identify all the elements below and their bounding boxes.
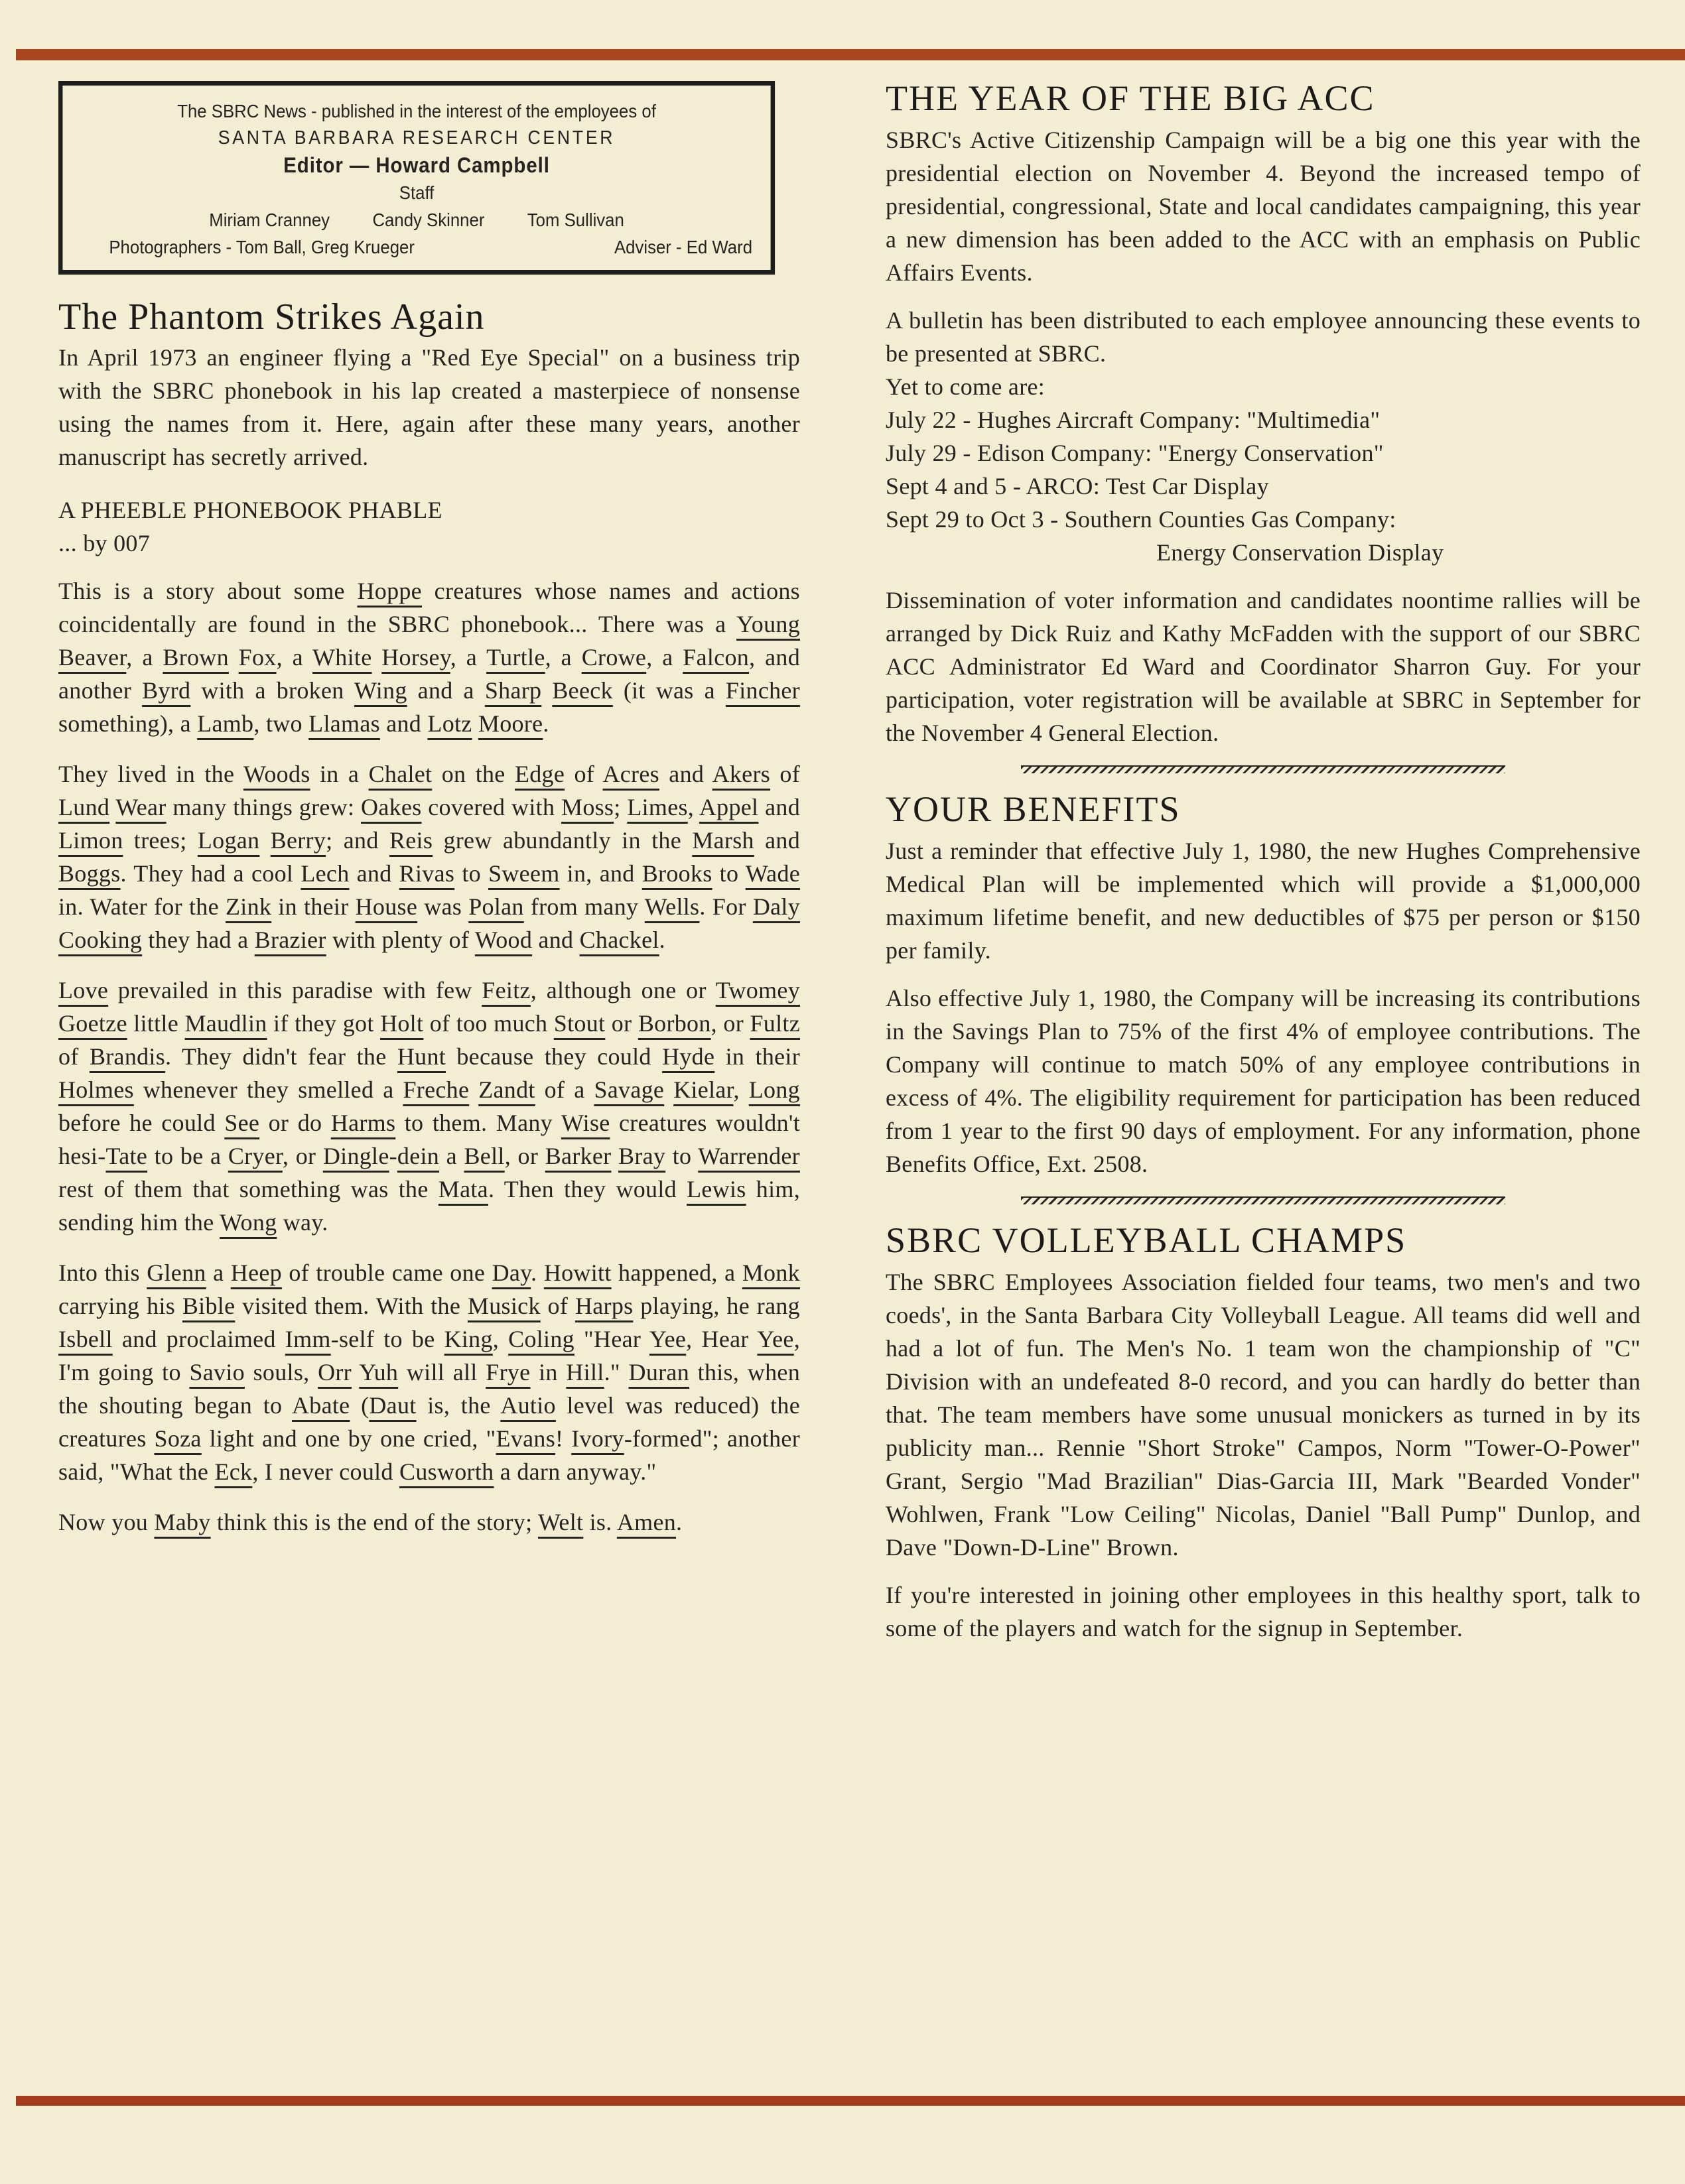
phonebook-name: See <box>224 1110 260 1136</box>
acc-event: July 29 - Edison Company: "Energy Conservation" <box>886 440 1384 466</box>
phonebook-name: Woods <box>243 761 310 787</box>
phonebook-name: Feitz <box>482 977 531 1003</box>
phonebook-name: Wells <box>644 893 700 920</box>
phonebook-name: Stout <box>553 1010 606 1037</box>
phonebook-name: Cusworth <box>399 1458 494 1485</box>
phonebook-name: Maby <box>154 1509 211 1535</box>
phonebook-name: Harms <box>330 1110 396 1136</box>
phonebook-name: Llamas <box>308 710 380 737</box>
phonebook-name: Sweem <box>488 860 560 887</box>
article-title-acc: THE YEAR OF THE BIG ACC <box>886 78 1375 118</box>
phonebook-name: Brown <box>163 644 229 671</box>
phonebook-name: Wing <box>354 677 407 704</box>
bottom-rule <box>16 2096 1685 2106</box>
phonebook-name: Yee <box>757 1326 794 1352</box>
phonebook-name: Hill <box>566 1359 604 1385</box>
phonebook-name: Zink <box>226 893 272 920</box>
phonebook-name: Abate <box>291 1392 350 1419</box>
phonebook-name: Wong <box>220 1209 277 1236</box>
acc-event: July 22 - Hughes Aircraft Company: "Multimedia" <box>886 407 1381 433</box>
phonebook-name: Ivory <box>571 1425 624 1452</box>
acc-event: Sept 4 and 5 - ARCO: Test Car Display <box>886 473 1269 499</box>
phonebook-name: Wear <box>115 794 167 820</box>
phonebook-name: Duran <box>628 1359 689 1385</box>
phonebook-name: dein <box>397 1143 440 1169</box>
phonebook-name: Monk <box>742 1259 800 1286</box>
phonebook-name: King <box>444 1326 493 1352</box>
phonebook-name: Maudlin <box>184 1010 267 1037</box>
staff-member: Candy Skinner <box>372 210 485 230</box>
phonebook-name: Amen <box>616 1509 677 1535</box>
phonebook-name: Byrd <box>142 677 191 704</box>
volleyball-paragraph: The SBRC Employees Association fielded four teams, two men's and two coeds', in the Santa Barbara City Volleyball League. All teams did well and had a lot of fun. The Men's No. 1 team won the championship of "C" Division with an undefeated 8-0 record, and you can hardly do better than that. The team members have some unusual monickers as turned in by its publicity man... Rennie "Short Stroke" Campos, Norm "Tower-O-Power" Grant, Sergio "Mad Brazilian" Dias-Garcia III, Mark "Bearded Vonder" Wohlwen, Frank "Low Ceiling" Nicolas, Daniel "Ball Pump" Dunlop, and Dave "Down-D-Line" Brown. <box>886 1269 1641 1561</box>
phonebook-name: Fox <box>238 644 277 671</box>
phonebook-name: Moss <box>561 794 614 820</box>
phonebook-name: House <box>355 893 418 920</box>
staff-member: Miriam Cranney <box>209 210 330 230</box>
phonebook-name: Reis <box>389 827 433 854</box>
phonebook-name: Autio <box>500 1392 556 1419</box>
masthead-staff-list <box>69 206 765 233</box>
phonebook-name: Fincher <box>725 677 800 704</box>
phonebook-name: Yuh <box>359 1359 399 1385</box>
acc-paragraph: Dissemination of voter information and candidates noontime rallies will be arranged by Dick Ruiz and Kathy McFadden with the support of our SBRC ACC Administrator Ed Ward and Coordinator Sharron Guy. For your participation, voter registration will be available at SBRC in September for the November 4 General Election. <box>886 587 1641 746</box>
acc-yet-to-come: Yet to come are: <box>886 373 1045 400</box>
phonebook-name: Bray <box>618 1143 666 1169</box>
phonebook-name: Moore <box>478 710 543 737</box>
masthead-adviser: Adviser - Ed Ward <box>614 237 753 257</box>
phonebook-name: Eck <box>214 1458 253 1485</box>
article-title-benefits: YOUR BENEFITS <box>886 789 1181 829</box>
phonebook-name: Beeck <box>552 677 613 704</box>
fable-paragraph: Love prevailed in this paradise with few Feitz, although one or Twomey Goetze little Maudlin if they got Holt of too much Stout or Borbon, or Fultz of Brandis. They didn't fear the Hunt because they could Hyde in their Holmes whenever they smelled a Freche Zandt of a Savage Kielar, Long before he could See or do Harms to them. Many Wise creatures wouldn't hesi-Tate to be a Cryer, or Dingle-dein a Bell, or Barker Bray to Warrender rest of them that something was the Mata. Then they would Lewis him, sending him the Wong way. <box>58 977 801 1236</box>
phonebook-name: Lotz <box>427 710 472 737</box>
phonebook-name: Lamb <box>197 710 254 737</box>
phonebook-name: Boggs <box>58 860 121 887</box>
fable-title: A PHEEBLE PHONEBOOK PHABLE <box>58 497 442 523</box>
phonebook-name: Wood <box>474 927 533 953</box>
phonebook-name: Freche <box>403 1076 470 1103</box>
phonebook-name: Beaver <box>58 644 127 671</box>
masthead-editor: Editor — Howard Campbell <box>283 153 550 177</box>
section-divider <box>1021 765 1505 773</box>
phonebook-name: Rivas <box>399 860 455 887</box>
phonebook-name: Daly <box>752 893 800 920</box>
phonebook-name: Yee <box>649 1326 687 1352</box>
phantom-intro: In April 1973 an engineer flying a "Red Eye Special" on a business trip with the SBRC phonebook in his lap created a masterpiece of nonsense using the names from it. Here, again after these many years, another manuscript has secretly arrived. <box>58 344 800 470</box>
article-title-phantom: The Phantom Strikes Again <box>58 296 485 338</box>
phonebook-name: Turtle <box>486 644 545 671</box>
phonebook-name: Bell <box>464 1143 505 1169</box>
section-divider <box>1021 1196 1505 1204</box>
phonebook-name: Mata <box>438 1176 488 1202</box>
phonebook-name: Chackel <box>579 927 659 953</box>
phonebook-name: Fultz <box>750 1010 800 1037</box>
phonebook-name: Soza <box>154 1425 202 1452</box>
acc-event: Sept 29 to Oct 3 - Southern Counties Gas Company: <box>886 506 1396 533</box>
top-rule <box>16 49 1685 60</box>
phonebook-name: Horsey <box>381 644 450 671</box>
phonebook-name: Wise <box>561 1110 610 1136</box>
benefits-paragraph: Just a reminder that effective July 1, 1980, the new Hughes Comprehensive Medical Plan will be implemented which will provide a $1,000,000 maximum lifetime benefit, and new deductibles of $75 per person or $150 per family. <box>886 838 1641 964</box>
phonebook-name: Lewis <box>687 1176 746 1202</box>
phonebook-name: Lund <box>58 794 110 820</box>
phonebook-name: Acres <box>602 761 659 787</box>
phonebook-name: Akers <box>712 761 771 787</box>
phonebook-name: Cooking <box>58 927 143 953</box>
phonebook-name: Appel <box>699 794 759 820</box>
left-column <box>58 81 800 1539</box>
phonebook-name: Berry <box>270 827 326 854</box>
fable-paragraph: Now you Maby think this is the end of the story; Welt is. Amen. <box>58 1509 683 1535</box>
phonebook-name: Coling <box>508 1326 574 1352</box>
phonebook-name: Imm <box>285 1326 331 1352</box>
phonebook-name: Evans <box>496 1425 556 1452</box>
phonebook-name: Logan <box>197 827 260 854</box>
phonebook-name: Crowe <box>581 644 647 671</box>
phonebook-name: Falcon <box>683 644 750 671</box>
right-column <box>886 78 1641 1645</box>
phonebook-name: Long <box>748 1076 800 1103</box>
phonebook-name: Orr <box>318 1359 352 1385</box>
phonebook-name: Wade <box>745 860 801 887</box>
phonebook-name: Limes <box>627 794 688 820</box>
phonebook-name: Savage <box>594 1076 665 1103</box>
phonebook-name: Sharp <box>484 677 542 704</box>
masthead-box <box>58 81 775 275</box>
phonebook-name: Cryer <box>228 1143 283 1169</box>
phonebook-name: Hunt <box>397 1043 446 1070</box>
acc-paragraph: SBRC's Active Citizenship Campaign will be a big one this year with the presidential election on November 4. Beyond the increased tempo of presidential, congressional, State and local candidates campaigning, this year a new dimension has been added to the ACC with an emphasis on Public Affairs Events. <box>886 127 1641 286</box>
phonebook-name: Limon <box>58 827 123 854</box>
phonebook-name: Polan <box>468 893 524 920</box>
acc-event-continuation: Energy Conservation Display <box>1156 539 1444 566</box>
phonebook-name: Glenn <box>147 1259 206 1286</box>
masthead-credits <box>69 233 765 261</box>
phonebook-name: Tate <box>105 1143 148 1169</box>
phonebook-name: Brazier <box>254 927 326 953</box>
phonebook-name: Day <box>492 1259 531 1286</box>
masthead-staff-label: Staff <box>399 182 435 203</box>
article-title-volleyball: SBRC VOLLEYBALL CHAMPS <box>886 1220 1407 1260</box>
masthead-line: The SBRC News - published in the interest of the employees of <box>177 101 656 121</box>
phonebook-name: Heep <box>230 1259 282 1286</box>
phonebook-name: Harps <box>574 1293 634 1319</box>
phonebook-name: Edge <box>514 761 565 787</box>
phonebook-name: Daut <box>369 1392 417 1419</box>
phonebook-name: Isbell <box>58 1326 113 1352</box>
phonebook-name: Warrender <box>698 1143 800 1169</box>
phonebook-name: Love <box>58 977 109 1003</box>
fable-paragraph: This is a story about some Hoppe creatures whose names and actions coincidentally are found in the SBRC phonebook... There was a Young Beaver, a Brown Fox, a White Horsey, a Turtle, a Crowe, a Falcon, and another Byrd with a broken Wing and a Sharp Beeck (it was a Fincher something), a Lamb, two Llamas and Lotz Moore. <box>58 578 801 737</box>
phonebook-name: Barker <box>545 1143 612 1169</box>
phonebook-name: Twomey <box>715 977 800 1003</box>
phonebook-name: Holt <box>380 1010 424 1037</box>
staff-member: Tom Sullivan <box>527 210 624 230</box>
phonebook-name: Welt <box>538 1509 584 1535</box>
phonebook-name: Hyde <box>662 1043 715 1070</box>
phonebook-name: Kielar <box>673 1076 734 1103</box>
phonebook-name: Hoppe <box>357 578 422 604</box>
fable-paragraph: They lived in the Woods in a Chalet on the Edge of Acres and Akers of Lund Wear many things grew: Oakes covered with Moss; Limes, Appel and Limon trees; Logan Berry; and Reis grew abundantly in the Marsh and Boggs. They had a cool Lech and Rivas to Sweem in, and Brooks to Wade in. Water for the Zink in their House was Polan from many Wells. For Daly Cooking they had a Brazier with plenty of Wood and Chackel. <box>58 761 801 953</box>
phonebook-name: Zandt <box>478 1076 535 1103</box>
phonebook-name: Goetze <box>58 1010 127 1037</box>
fable-paragraph: Into this Glenn a Heep of trouble came one Day. Howitt happened, a Monk carrying his Bible visited them. With the Musick of Harps playing, he rang Isbell and proclaimed Imm-self to be King, Coling "Hear Yee, Hear Yee, I'm going to Savio souls, Orr Yuh will all Frye in Hill." Duran this, when the shouting began to Abate (Daut is, the Autio level was reduced) the creatures Soza light and one by one cried, "Evans! Ivory-formed"; another said, "What the Eck, I never could Cusworth a darn anyway." <box>58 1259 800 1485</box>
masthead-organization: SANTA BARBARA RESEARCH CENTER <box>218 127 616 149</box>
phonebook-name: Young <box>736 611 800 637</box>
phonebook-name: Oakes <box>361 794 422 820</box>
phonebook-name: Chalet <box>368 761 433 787</box>
acc-paragraph: A bulletin has been distributed to each employee announcing these events to be presented at SBRC. <box>886 307 1641 367</box>
phonebook-name: Brandis <box>89 1043 166 1070</box>
phonebook-name: Holmes <box>58 1076 134 1103</box>
volleyball-paragraph: If you're interested in joining other employees in this healthy sport, talk to some of the players and watch for the signup in September. <box>886 1582 1641 1641</box>
phonebook-name: Bible <box>182 1293 236 1319</box>
phonebook-name: Savio <box>189 1359 245 1385</box>
phonebook-name: Borbon <box>638 1010 711 1037</box>
phonebook-name: Dingle <box>322 1143 389 1169</box>
phonebook-name: White <box>312 644 372 671</box>
masthead-photographers: Photographers - Tom Ball, Greg Krueger <box>109 237 415 257</box>
benefits-paragraph: Also effective July 1, 1980, the Company will be increasing its contributions in the Savings Plan to 75% of the first 4% of employee contributions. The Company will continue to match 50% of any employee contributions in excess of 4%. The eligibility requirement for participation has been reduced from 1 year to the first 90 days of employment. For any information, phone Benefits Office, Ext. 2508. <box>886 985 1641 1177</box>
phonebook-name: Frye <box>486 1359 531 1385</box>
phonebook-name: Howitt <box>543 1259 612 1286</box>
phonebook-name: Brooks <box>641 860 712 887</box>
fable-byline: ... by 007 <box>58 530 150 556</box>
phonebook-name: Marsh <box>692 827 754 854</box>
phonebook-name: Musick <box>467 1293 541 1319</box>
phonebook-name: Lech <box>301 860 350 887</box>
